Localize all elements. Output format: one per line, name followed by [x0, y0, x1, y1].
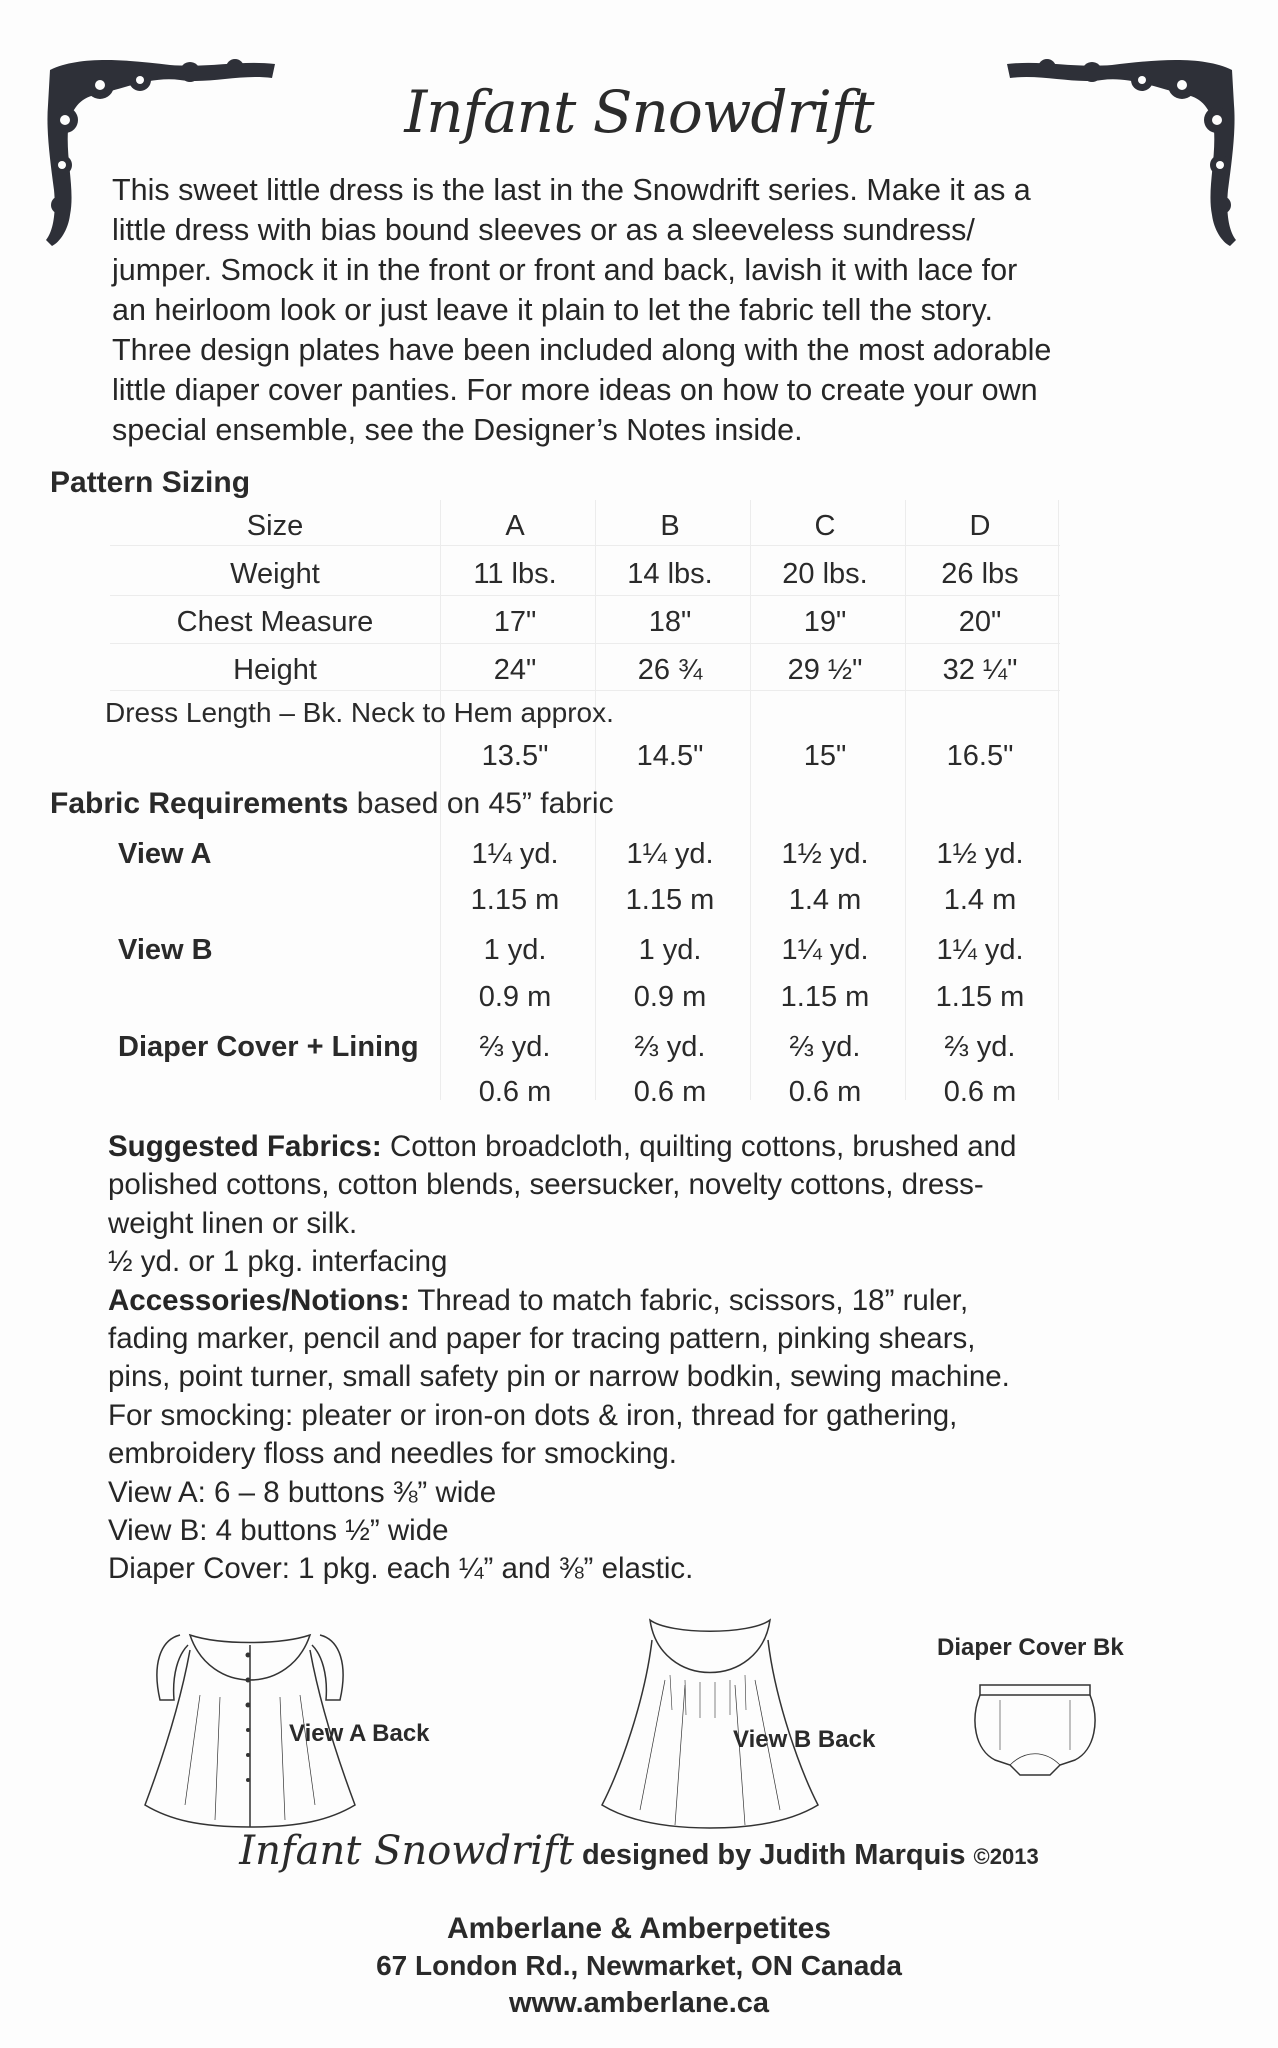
chest-measure-label: Chest Measure: [176, 606, 374, 638]
table-cell: 17": [493, 606, 537, 638]
fabric-requirements-heading: [50, 787, 614, 821]
table-cell: 20": [958, 606, 1002, 638]
intro-line: jumper. Smock it in the front or front and back, lavish it with lace for: [112, 253, 1018, 287]
table-cell: 32 ¼": [942, 654, 1018, 686]
table-cell: 1.15 m: [625, 884, 715, 916]
weight-label: Weight: [230, 558, 320, 590]
table-cell: 0.9 m: [478, 981, 552, 1013]
accessories-line: [108, 1282, 1188, 1320]
table-cell: 15": [803, 740, 847, 772]
table-cell: ⅔ yd.: [479, 1031, 551, 1063]
notes-section: [108, 1128, 1188, 1589]
notes-text: fading marker, pencil and paper for tracing pattern, pinking shears,: [108, 1322, 976, 1356]
table-cell: 13.5": [481, 740, 549, 772]
notes-text: polished cottons, cotton blends, seersucker, novelty cottons, dress-: [108, 1168, 984, 1202]
table-cell: 1.15 m: [470, 884, 560, 916]
height-label: Height: [233, 654, 317, 686]
notes-text: embroidery floss and needles for smocking.: [108, 1437, 677, 1471]
table-cell: ⅔ yd.: [789, 1031, 861, 1063]
table-cell: 1¼ yd.: [626, 838, 714, 870]
table-cell: 14.5": [636, 740, 704, 772]
company-website[interactable]: www.amberlane.ca: [508, 1987, 770, 2019]
view-b-label: View B: [118, 934, 213, 966]
table-cell: 1½ yd.: [781, 838, 869, 870]
view-a-buttons: View A: 6 – 8 buttons ⅜” wide: [108, 1475, 497, 1509]
designer-credit: [0, 1828, 1278, 1874]
table-cell: 14 lbs.: [627, 558, 713, 590]
table-cell: 26 ¾: [637, 654, 703, 686]
intro-line: Three design plates have been included along with the most adorable: [112, 333, 1052, 367]
notes-text: For smocking: pleater or iron-on dots & iron, thread for gathering,: [108, 1398, 958, 1432]
notes-text: pins, point turner, small safety pin or narrow bodkin, sewing machine.: [108, 1360, 1010, 1394]
table-cell: 0.6 m: [943, 1076, 1017, 1108]
table-cell: 1.15 m: [935, 981, 1025, 1013]
page-title: Infant Snowdrift: [404, 78, 874, 146]
table-cell: 1 yd.: [638, 934, 702, 966]
table-cell: 0.9 m: [633, 981, 707, 1013]
size-column-header: B: [660, 510, 680, 542]
table-cell: 16.5": [946, 740, 1014, 772]
table-cell: 20 lbs.: [782, 558, 868, 590]
table-cell: 1¼ yd.: [781, 934, 869, 966]
table-cell: 11 lbs.: [473, 558, 557, 590]
table-cell: 1¼ yd.: [471, 838, 559, 870]
table-cell: 1.15 m: [780, 981, 870, 1013]
table-cell: 1½ yd.: [936, 838, 1024, 870]
view-a-label: View A: [118, 838, 212, 870]
table-cell: 1 yd.: [483, 934, 547, 966]
table-cell: 0.6 m: [478, 1076, 552, 1108]
table-cell: 1.4 m: [788, 884, 862, 916]
table-cell: 1¼ yd.: [936, 934, 1024, 966]
view-b-dress-illustration: [590, 1600, 830, 1830]
size-column-header: A: [505, 510, 525, 542]
accessories-label: Accessories/Notions:: [108, 1283, 410, 1317]
diaper-cover-caption: Diaper Cover Bk: [937, 1634, 1124, 1661]
pattern-sizing-heading: Pattern Sizing: [50, 466, 251, 499]
table-cell: 26 lbs: [941, 558, 1019, 590]
intro-line: This sweet little dress is the last in the Snowdrift series. Make it as a: [112, 173, 1031, 207]
credit-script-title: Infant Snowdrift: [239, 1828, 574, 1874]
credit-copyright: ©2013: [973, 1844, 1039, 1869]
table-cell: 1.4 m: [943, 884, 1017, 916]
fabric-heading-rest: based on 45” fabric: [348, 787, 614, 820]
view-a-dress-illustration: [130, 1605, 370, 1830]
diaper-elastic: Diaper Cover: 1 pkg. each ¼” and ⅜” elastic.: [108, 1552, 694, 1586]
suggested-fabrics-line: [108, 1128, 1188, 1166]
table-cell: ⅔ yd.: [944, 1031, 1016, 1063]
intro-line: little diaper cover panties. For more ideas on how to create your own: [112, 373, 1038, 407]
table-cell: 18": [648, 606, 692, 638]
suggested-fabrics-label: Suggested Fabrics:: [108, 1130, 382, 1163]
company-name: Amberlane & Amberpetites: [447, 1912, 831, 1945]
view-a-caption: View A Back: [289, 1720, 430, 1747]
size-column-header: D: [969, 510, 991, 542]
company-address: 67 London Rd., Newmarket, ON Canada: [376, 1950, 902, 1981]
table-cell: 29 ½": [787, 654, 863, 686]
intro-paragraph: [112, 170, 1182, 450]
intro-line: an heirloom look or just leave it plain to let the fabric tell the story.: [112, 293, 993, 327]
table-cell: 24": [493, 654, 537, 686]
fabric-heading-bold: Fabric Requirements: [50, 787, 349, 820]
intro-line: special ensemble, see the Designer’s Notes inside.: [112, 413, 803, 447]
intro-line: little dress with bias bound sleeves or as a sleeveless sundress/: [112, 213, 975, 247]
notes-text: weight linen or silk.: [108, 1206, 358, 1240]
table-rule: [110, 690, 1060, 691]
diaper-cover-label: Diaper Cover + Lining: [118, 1031, 419, 1063]
size-column-header: C: [814, 510, 836, 542]
view-b-buttons: View B: 4 buttons ½” wide: [108, 1514, 449, 1548]
table-cell: ⅔ yd.: [634, 1031, 706, 1063]
interfacing-text: ½ yd. or 1 pkg. interfacing: [108, 1245, 448, 1279]
table-cell: 0.6 m: [633, 1076, 707, 1108]
credit-designer: designed by Judith Marquis: [573, 1839, 974, 1871]
table-cell: 19": [803, 606, 847, 638]
table-rule: [110, 643, 1060, 644]
table-cell: 0.6 m: [788, 1076, 862, 1108]
diaper-cover-illustration: [970, 1680, 1100, 1780]
dress-length-label: Dress Length – Bk. Neck to Hem approx.: [105, 697, 614, 728]
table-rule: [110, 595, 1060, 596]
notes-text: Thread to match fabric, scissors, 18” ruler,: [409, 1283, 969, 1317]
notes-text: Cotton broadcloth, quilting cottons, brushed and: [381, 1130, 1017, 1163]
view-b-caption: View B Back: [733, 1726, 876, 1753]
size-label: Size: [246, 510, 304, 542]
table-rule: [110, 545, 1060, 546]
